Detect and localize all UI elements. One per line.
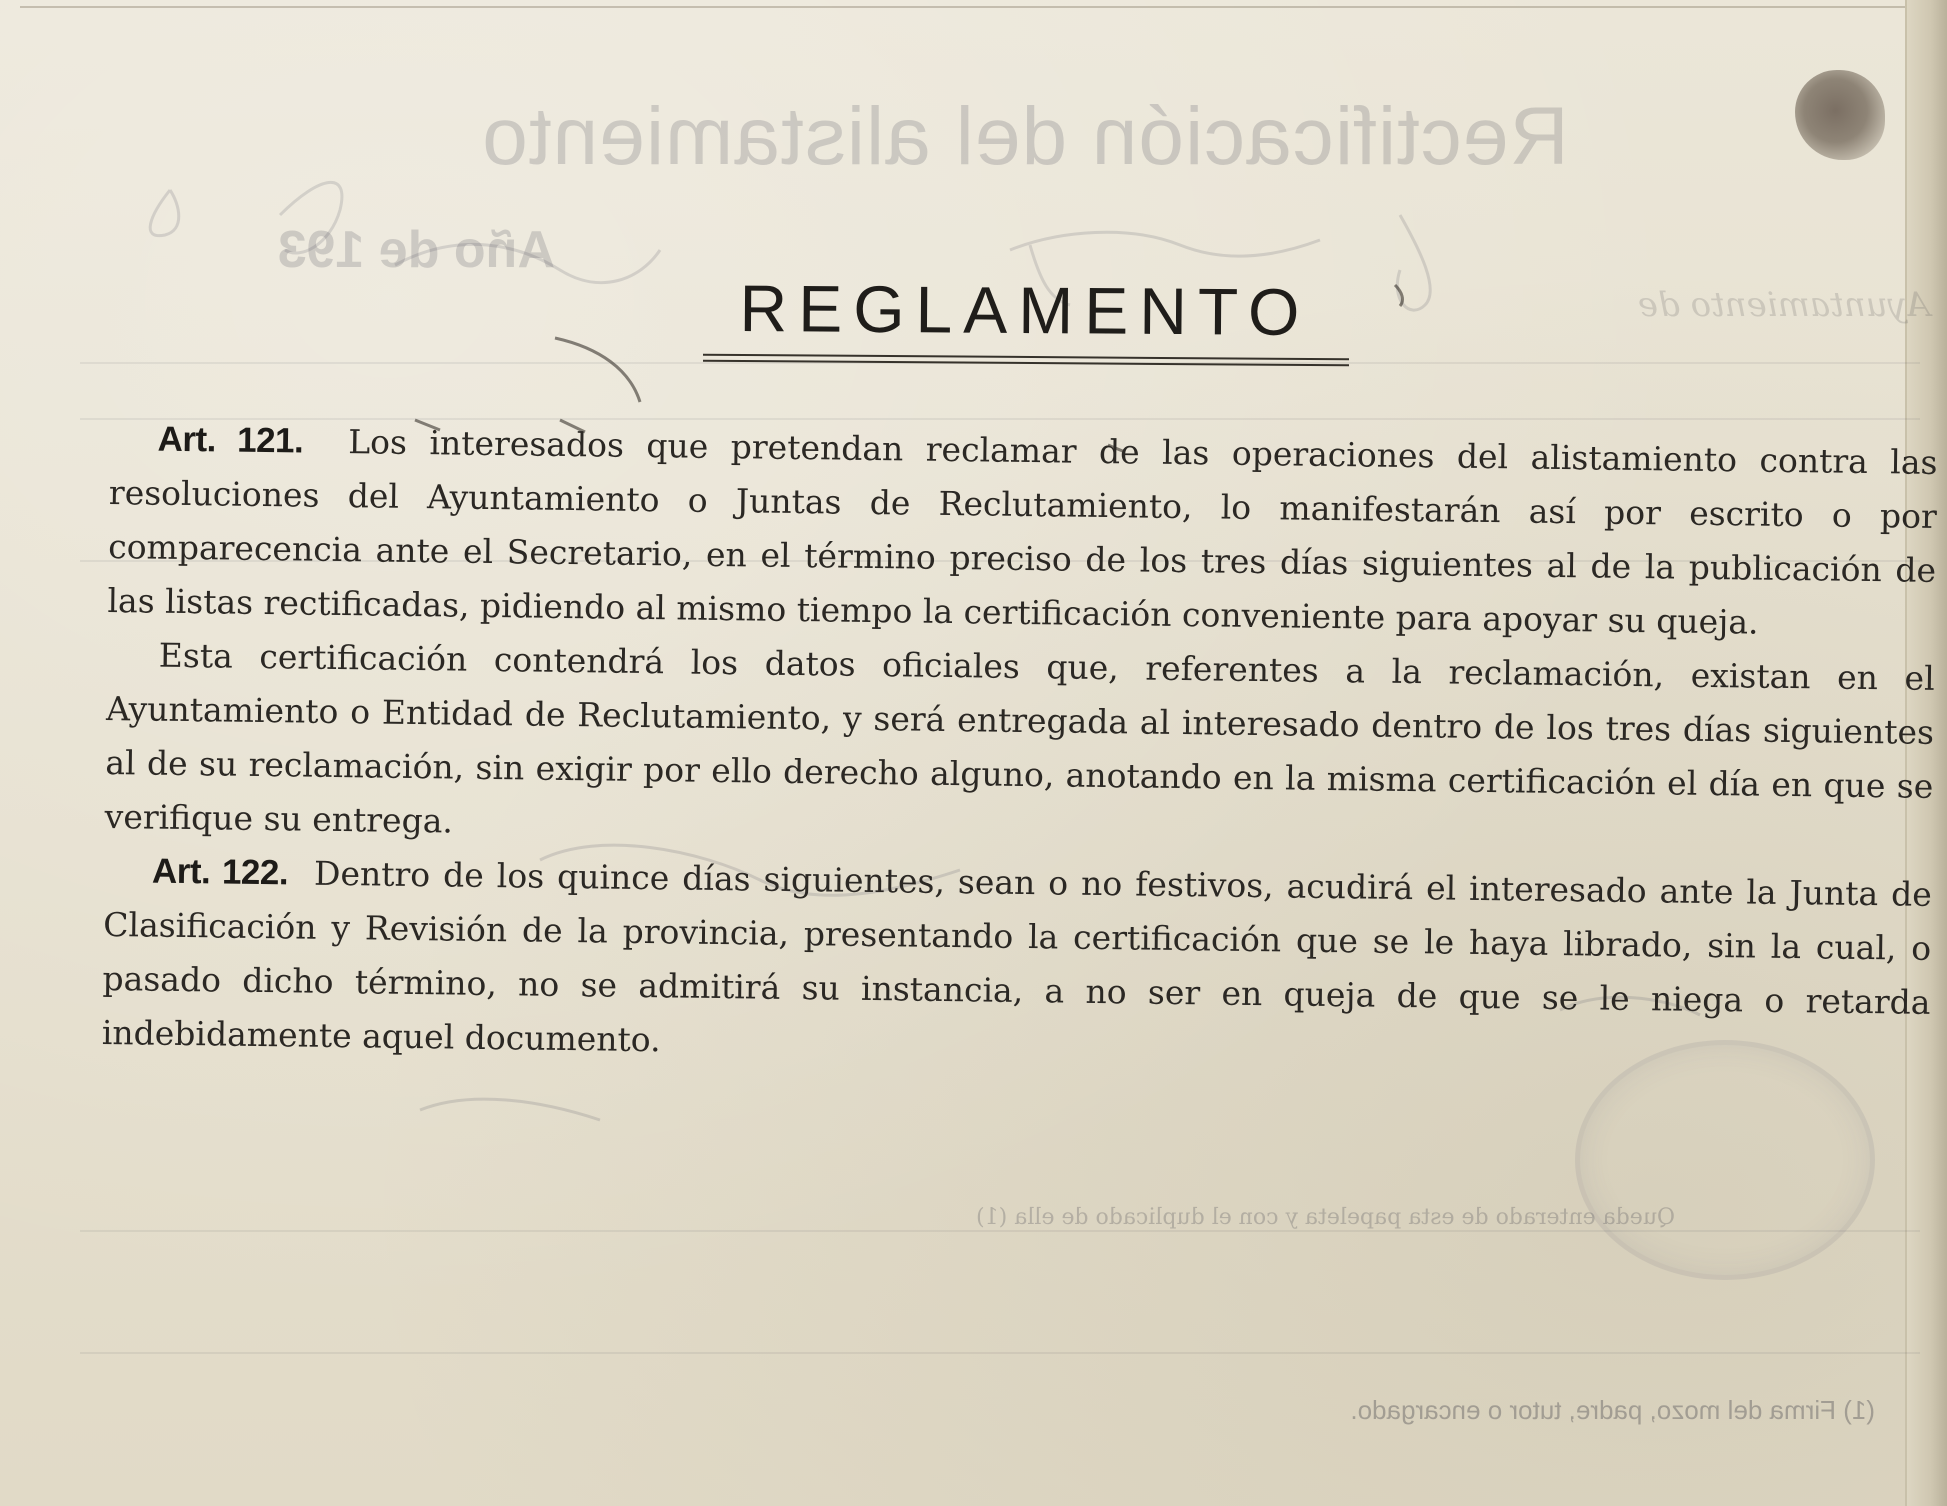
article-paragraph: Esta certificación contendrá los datos oficiales que, referentes a la reclamación, existan en el Ayuntamiento o Entidad de Reclutamiento, y será entregada al interesado dentro de los tres días siguientes al de su reclamación, sin exigir por ello derecho alguno, anotando en la misma certificación el día en que se verifique su entrega.	[104, 635, 1935, 841]
bleed-through-year: Año de 193	[277, 221, 555, 279]
article-122	[102, 844, 1933, 1084]
article-paragraph: Dentro de los quince días siguientes, sean o no festivos, acudirá el interesado ante la Junta de Clasificación y Revisión de la provincia, presentando la certificación que se le haya librado, sin la cual, o pasado dicho término, no se admitirá su instancia, a no ser en queja de que se le niega o retarda indebidamente aquel documento.	[101, 853, 1933, 1060]
document-heading: REGLAMENTO	[739, 271, 1311, 349]
article-paragraph: Los interesados que pretendan reclamar de las operaciones del alistamiento contra las resoluciones del Ayuntamiento o Juntas de Reclutamiento, lo manifestarán así por escrito o por comparecencia ante el Secretario, en el término preciso de los tres días siguientes al de la publicación de las listas rectificadas, pidiendo al mismo tiempo la certificación conveniente para apoyar su queja.	[107, 422, 1938, 642]
article-label: Art. 121.	[157, 419, 304, 461]
bleed-through-footnote: (1) Firma del mozo, padre, tutor o encargado.	[1350, 1395, 1875, 1425]
article-121	[107, 412, 1938, 652]
article-121-continuation	[104, 628, 1935, 868]
bleed-through-title: Rectificación del alistamiento	[481, 91, 1569, 182]
bleed-through-note: Queda enterado de esta papeleta y con el duplicado de ella (1)	[976, 1205, 1675, 1230]
regulation-text	[102, 412, 1938, 1084]
article-label: Art. 122.	[151, 851, 289, 893]
bleed-through-municipality: Ayuntamiento de	[1637, 285, 1930, 325]
